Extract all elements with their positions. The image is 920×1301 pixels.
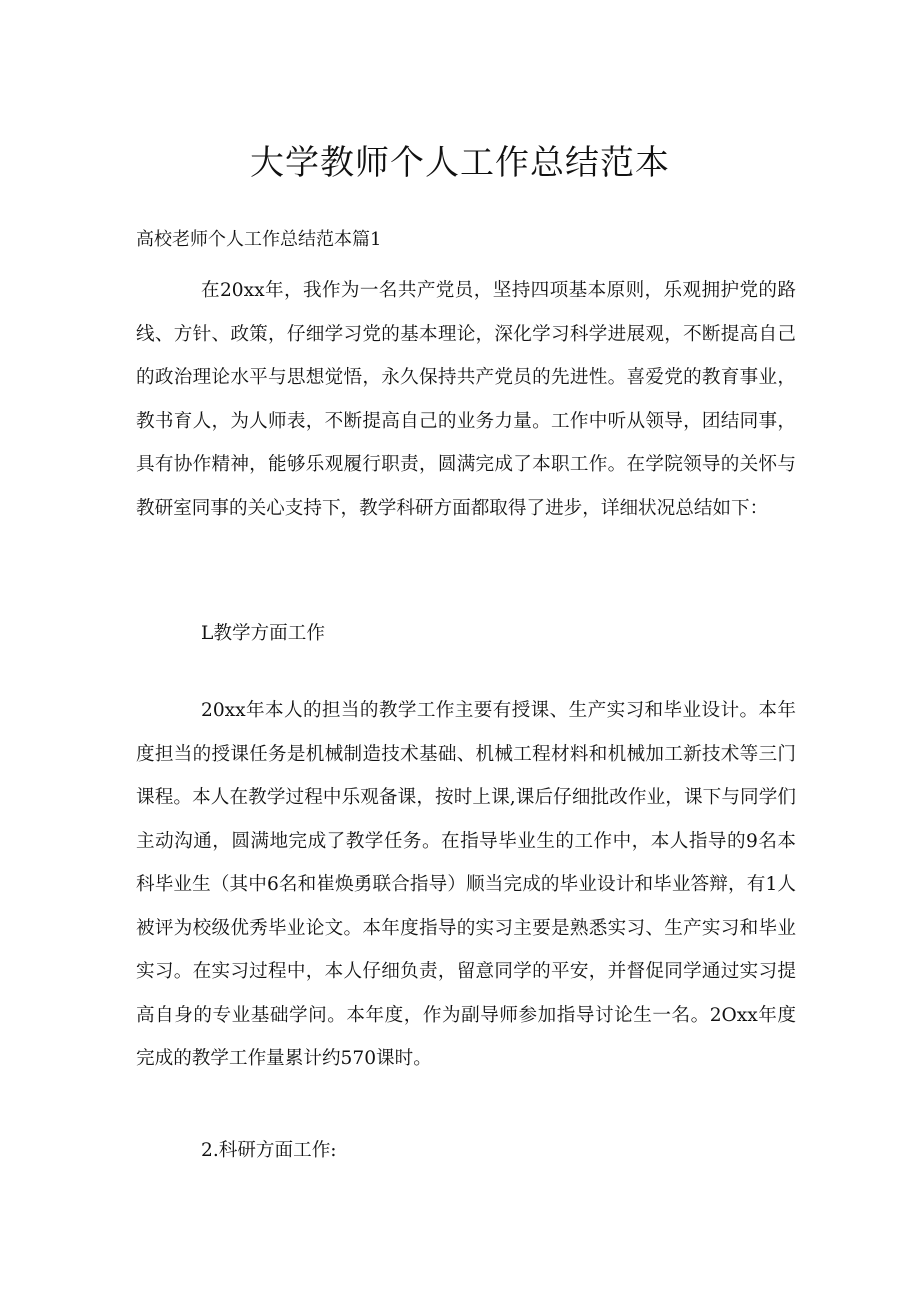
section-heading-teaching: L教学方面工作 — [201, 623, 325, 644]
paragraph-teaching-work: 20xx年本人的担当的教学工作主要有授课、生产实习和毕业设计。本年度担当的授课任务是机械制造技术基础、机械工程材料和机械加工新技术等三门课程。本人在教学过程中乐观备课，按时上课,课后仔细批改作业，课下与同学们主动沟通，圆满地完成了教学任务。在指导毕业生的工作中，本人指导的9名本科毕业生（其中6名和崔焕勇联合指导）顺当完成的毕业设计和毕业答辩，有1人被评为校级优秀毕业论文。本年度指导的实习主要是熟悉实习、生产实习和毕业实习。在实习过程中，本人仔细负责，留意同学的平安，并督促同学通过实习提高自身的专业基础学问。本年度，作为副导师参加指导讨论生一名。2Oxx年度完成的教学工作量累计约570课时。 — [136, 700, 796, 1069]
section-heading-research: 2.科研方面工作: — [201, 1140, 337, 1161]
document-subtitle: 高校老师个人工作总结范本篇1 — [136, 229, 382, 250]
document-title: 大学教师个人工作总结范本 — [250, 143, 670, 183]
paragraph-political-summary: 在20xx年，我作为一名共产党员，坚持四项基本原则，乐观拥护党的路线、方针、政策，仔细学习党的基本理论，深化学习科学进展观，不断提高自己的政治理论水平与思想觉悟，永久保持共产党员的先进性。喜爱党的教育事业，教书育人，为人师表，不断提高自己的业务力量。工作中听从领导，团结同事，具有协作精神，能够乐观履行职责，圆满完成了本职工作。在学院领导的关怀与教研室同事的关心支持下，教学科研方面都取得了进步，详细状况总结如下： — [136, 280, 796, 519]
